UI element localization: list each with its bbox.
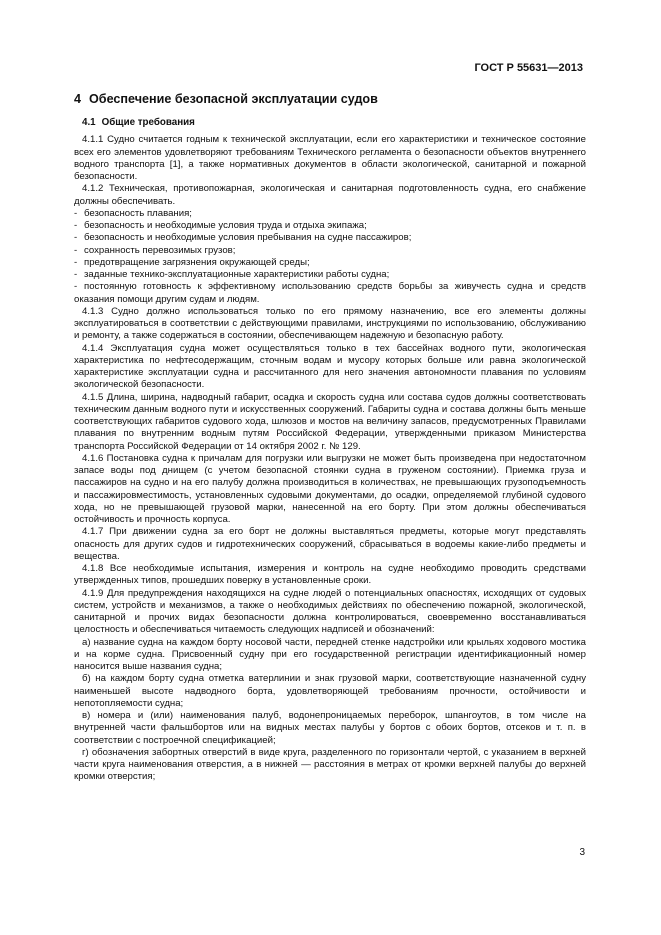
list-item: - постоянную готовность к эффективному использованию средств борьбы за живучесть судна и средств оказания помощи другим судам и людям. [74, 281, 586, 305]
list-item: - сохранность перевозимых грузов; [74, 244, 236, 256]
list-item: - безопасность и необходимые условия пребывания на судне пассажиров; [74, 232, 412, 244]
paragraph-4-1-6: 4.1.6 Постановка судна к причалам для погрузки или выгрузки не может быть произведена при недостаточном запасе воды под днищем (с учетом безопасной стоянки судна в груженом состоянии). Приемка груза и пассажиров на судно и на его палубу должна производиться в количествах, не превышающих грузоподъемность и пассажировместимость, установленных судовыми документами, до осадки, определяемой глубиной судового хода, но не превышающей грузовой марки, нанесенной на его борту. При этом должны обеспечиваться остойчивость и прочность корпуса. [74, 452, 586, 525]
subsection-title: Общие требования [101, 117, 195, 128]
paragraph-4-1-3: 4.1.3 Судно должно использоваться только по его прямому назначению, все его элементы должны эксплуатироваться в соответствии с действующими правилами, инструкциями по использованию, обслуживанию и ремонту, а также содержаться в состоянии, обеспечивающем надежную и безопасную работу. [74, 305, 586, 342]
paragraph-4-1-9: 4.1.9 Для предупреждения находящихся на судне людей о потенциальных опасностях, исходящих от судовых систем, устройств и механизмов, а также о необходимых действиях по обеспечению пожарной, экологической, санитарной и прочих видах безопасности должна контролироваться, своевременно восстанавливаться целостность и обеспечиваться читаемость следующих надписей и обозначений: [74, 587, 586, 636]
document-body [74, 92, 586, 784]
section-heading [74, 92, 586, 107]
paragraph-4-1-7: 4.1.7 При движении судна за его борт не должны выставляться предметы, которые могут представлять опасность для других судов и гидротехнических сооружений, сбрасываться в водоемы какие-либо предметы и вещества. [74, 526, 586, 562]
section-number: 4 [74, 92, 82, 106]
paragraph-4-1-8: 4.1.8 Все необходимые испытания, измерения и контроль на судне необходимо проводить средствами утвержденных типов, прошедших поверку в установленные сроки. [74, 563, 586, 587]
paragraph-4-1-2: 4.1.2 Техническая, противопожарная, экологическая и санитарная подготовленность судна, его снабжение должны обеспечивать. [74, 183, 586, 207]
paragraph-4-1-1: 4.1.1 Судно считается годным к технической эксплуатации, если его характеристики и техническое состояние всех его элементов удовлетворяют требованиям Технического регламента о безопасности объектов внутреннего водного транспорта [1], а также нормативных документов в области экологической, санитарной и пожарной безопасности. [74, 134, 586, 182]
subsection-heading [74, 117, 586, 129]
list-item: - безопасность плавания; [74, 207, 192, 219]
item-g: г) обозначения забортных отверстий в виде круга, разделенного по горизонтали чертой, с указанием в верхней части круга наименования отверстия, а в нижней — расстояния в метрах от кромки верхней палубы до верхней кромки отверстия; [74, 746, 586, 783]
section-title: Обеспечение безопасной эксплуатации судов [89, 92, 378, 106]
subsection-number: 4.1 [82, 117, 96, 128]
page-number: 3 [579, 847, 585, 858]
paragraph-4-1-5: 4.1.5 Длина, ширина, надводный габарит, осадка и скорость судна или состава судов должны соответствовать техническим данным водного пути и искусственных сооружений. Габариты судна и состава должны быть меньше соответствующих габаритов судового хода, шлюзов и мостов на величину запасов, предусмотренных Правилами плавания по внутренним водным путям Российской Федерации, утвержденными приказом Министерства транспорта Российской Федерации от 14 октября 2002 г. № 129. [74, 391, 586, 452]
item-a: а) название судна на каждом борту носовой части, передней стенке надстройки или крыльях ходового мостика и на корме судна. Присвоенный судну при его государственной регистрации идентификационный номер наносится выше названия судна; [74, 636, 586, 672]
item-v: в) номера и (или) наименования палуб, водонепроницаемых переборок, шпангоутов, в том числе на внутренней части фальшбортов или на видных местах палубы у бортов с обоих бортов, отсеков и т. п. в соответствии с построечной спецификацией; [74, 710, 586, 746]
paragraph-4-1-4: 4.1.4 Эксплуатация судна может осуществляться только в тех бассейнах водного пути, экологическая характеристика по нефтесодержащим, сточным водам и мусору которых больше или равна экологической характеристике эксплуатации судна и рассчитанного для него значения автономности плавания по условиям экологической безопасности. [74, 342, 586, 391]
list-item: - предотвращение загрязнения окружающей среды; [74, 256, 310, 268]
item-b: б) на каждом борту судна отметка ватерлинии и знак грузовой марки, соответствующие назначенной судну наименьшей высоте надводного борта, удовлетворяющей требованиям прочности, остойчивости и непотопляемости судна; [74, 673, 586, 709]
list-item: - безопасность и необходимые условия труда и отдыха экипажа; [74, 220, 367, 231]
standard-number: ГОСТ Р 55631—2013 [474, 62, 583, 74]
list-item: - заданные технико-эксплуатационные характеристики работы судна; [74, 269, 390, 280]
